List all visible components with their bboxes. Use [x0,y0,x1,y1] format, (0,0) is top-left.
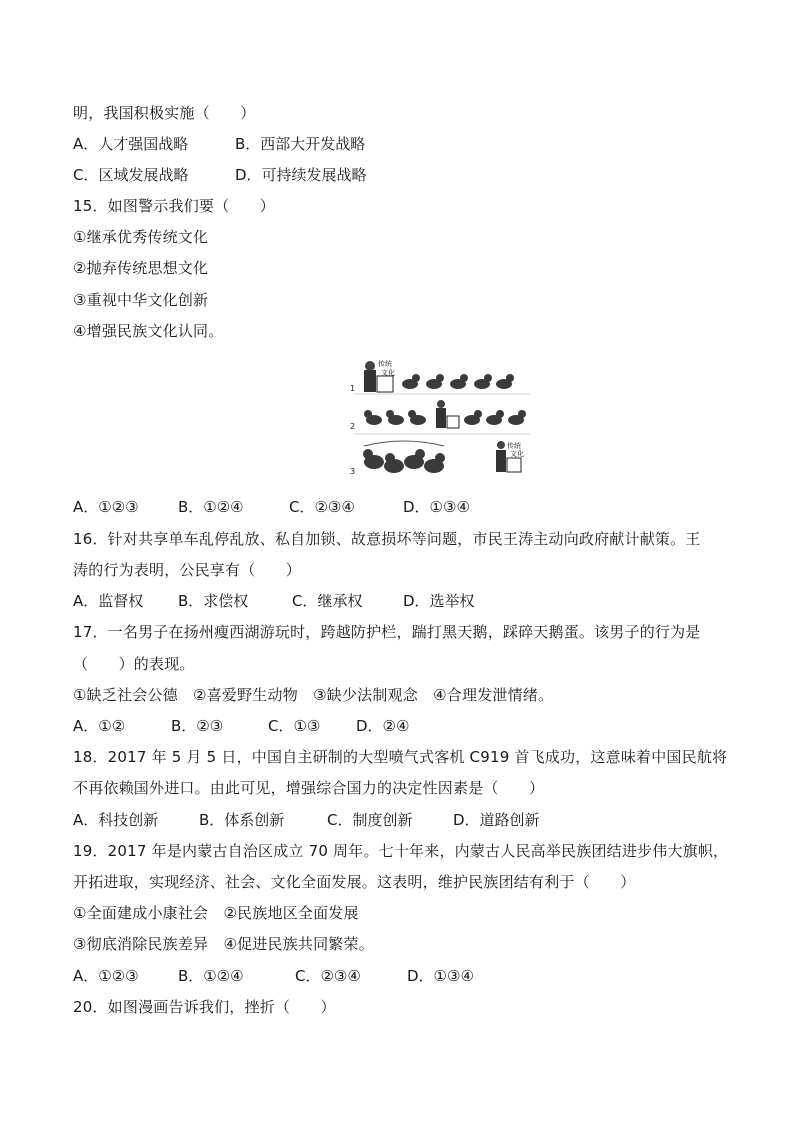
cartoon-label-2: 文化 [381,369,395,377]
q14-option-c[interactable]: C．区域发展战略 [73,166,189,184]
q16-option-a[interactable]: A．监督权 [73,592,144,610]
q14-options-row-2 [73,165,773,185]
q18-option-b[interactable]: B．体系创新 [199,811,285,829]
q19-option-a[interactable]: A．①②③ [73,967,139,985]
q19-option-d[interactable]: D．①③④ [407,967,474,985]
q15-option-a[interactable]: A．①②③ [73,498,139,516]
q18-stem-line-1: 18．2017 年 5 月 5 日，中国自主研制的大型喷气式客机 C919 首飞成功，这意味着中国民航将 [73,748,728,766]
q16-stem-line-2: 涛的行为表明，公民享有（ ） [73,561,302,579]
cartoon-label-1: 传统 [378,360,392,368]
q14-options-row-1 [73,134,773,154]
q19-option-c[interactable]: C．②③④ [295,967,361,985]
q15-statement-4: ④增强民族文化认同。 [73,322,224,340]
q18-option-a[interactable]: A．科技创新 [73,811,159,829]
q15-statement-1: ①继承优秀传统文化 [73,228,209,246]
q19-stem-line-2: 开拓进取，实现经济、社会、文化全面发展。这表明，维护民族团结有利于（ ） [73,873,636,891]
q19-statements-1: ①全面建成小康社会 ②民族地区全面发展 [73,904,359,922]
cartoon-label-3: 传统 [507,442,521,450]
q15-option-b[interactable]: B．①②④ [178,498,244,516]
q16-stem-line-1: 16．针对共享单车乱停乱放、私自加锁、故意损坏等问题，市民王涛主动向政府献计献策。王 [73,530,701,548]
q15-options [73,497,773,517]
q17-option-c[interactable]: C．①③ [268,717,321,735]
q19-statements-2: ③彻底消除民族差异 ④促进民族共同繁荣。 [73,935,374,953]
q18-options [73,810,773,830]
q17-option-a[interactable]: A．①② [73,717,126,735]
q15-option-d[interactable]: D．①③④ [403,498,470,516]
q15-stem: 15．如图警示我们要（ ） [73,197,275,215]
cartoon-illustration [344,354,536,480]
q17-stem-line-1: 17．一名男子在扬州瘦西湖游玩时，跨越防护栏，踹打黑天鹅，踩碎天鹅蛋。该男子的行为是 [73,623,701,641]
q14-option-b[interactable]: B．西部大开发战略 [235,135,366,153]
q16-options [73,591,773,611]
q17-stem-line-2: （ ）的表现。 [73,655,195,673]
q17-statements: ①缺乏社会公德 ②喜爱野生动物 ③缺少法制观念 ④合理发泄情绪。 [73,686,554,704]
q17-options [73,716,773,736]
q14-option-d[interactable]: D．可持续发展战略 [235,166,367,184]
q18-option-c[interactable]: C．制度创新 [327,811,413,829]
q14-stem: 明，我国积极实施（ ） [73,104,256,122]
q19-options [73,966,773,986]
q20-stem: 20．如图漫画告诉我们，挫折（ ） [73,998,336,1016]
q15-option-c[interactable]: C．②③④ [289,498,355,516]
q17-option-b[interactable]: B．②③ [171,717,224,735]
q19-stem-line-1: 19．2017 年是内蒙古自治区成立 70 周年。七十年来，内蒙古人民高举民族团结进步伟大旗帜， [73,842,729,860]
svg-text:1: 1 [350,384,356,393]
q15-statement-2: ②抛弃传统思想文化 [73,259,209,277]
svg-text:3: 3 [350,467,356,476]
svg-text:2: 2 [350,422,356,431]
q16-option-c[interactable]: C．继承权 [292,592,363,610]
q18-option-d[interactable]: D．道路创新 [453,811,540,829]
q14-option-a[interactable]: A．人才强国战略 [73,135,189,153]
q15-statement-3: ③重视中华文化创新 [73,291,209,309]
q18-stem-line-2: 不再依赖国外进口。由此可见，增强综合国力的决定性因素是（ ） [73,779,545,797]
q16-option-b[interactable]: B．求偿权 [178,592,249,610]
q16-option-d[interactable]: D．选举权 [403,592,475,610]
q15-cartoon [344,354,536,480]
q17-option-d[interactable]: D．②④ [356,717,410,735]
cartoon-label-4: 文化 [510,450,524,458]
q19-option-b[interactable]: B．①②④ [178,967,244,985]
